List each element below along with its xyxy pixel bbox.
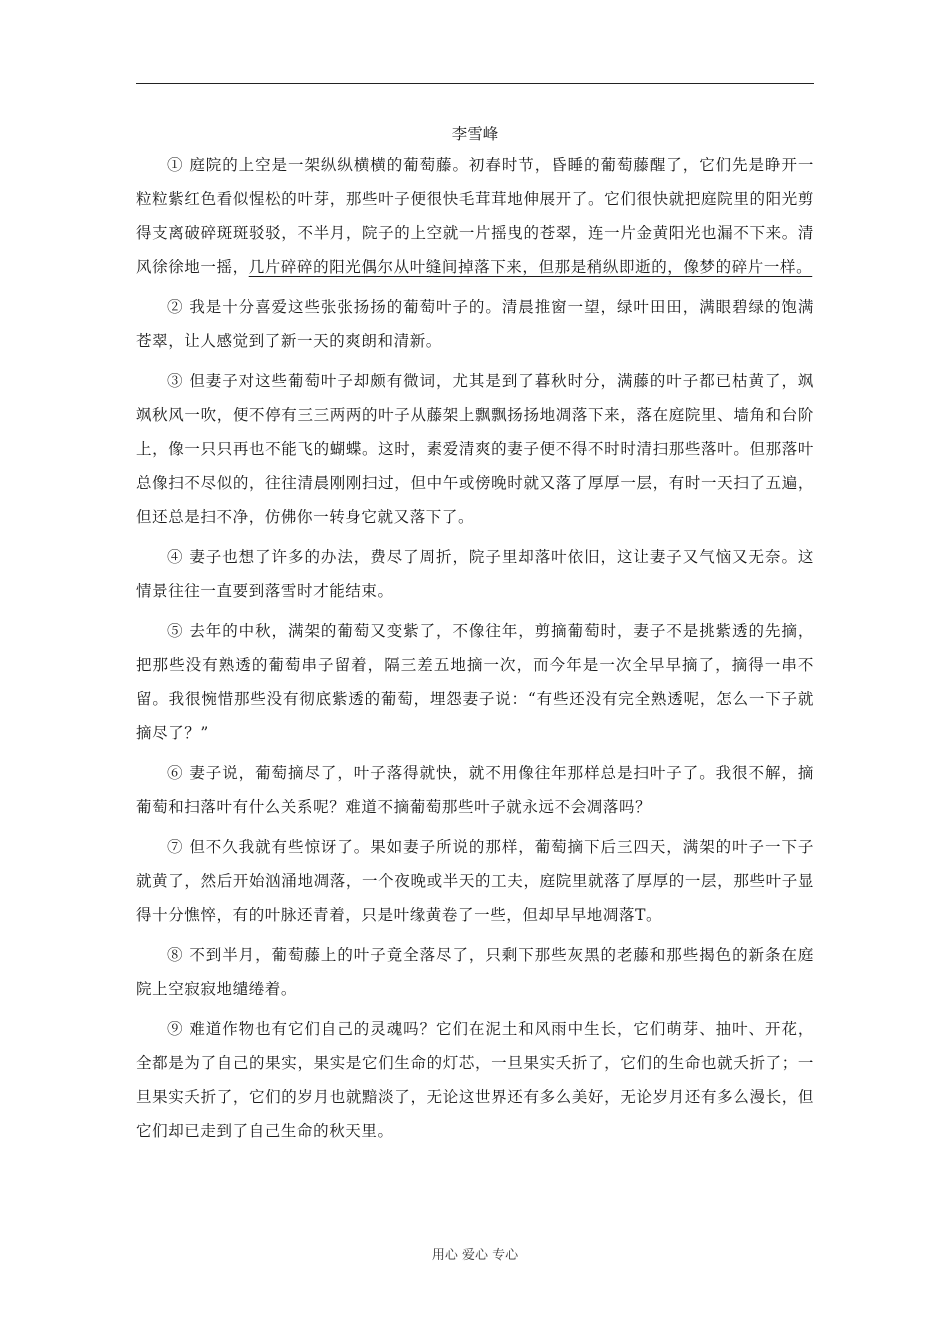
article-body [136,148,814,1154]
paragraph-2: ② 我是十分喜爱这些张张扬扬的葡萄叶子的。清晨推窗一望，绿叶田田，满眼碧绿的饱满苍翠，让人感觉到了新一天的爽朗和清新。 [136,298,814,350]
header-rule [136,83,814,84]
paragraph-8: ⑧ 不到半月，葡萄藤上的叶子竟全落尽了，只剩下那些灰黑的老藤和那些揭色的新条在庭院上空寂寂地缱绻着。 [136,946,814,998]
paragraph-1-text: ① 庭院的上空是一架纵纵横横的葡萄藤。初春时节，昏睡的葡萄藤醒了，它们先是睁开一粒粒紫红色看似惺松的叶芽，那些叶子便很快毛茸茸地伸展开了。它们很快就把庭院里的阳光剪得支离破碎斑斑驳驳，不半月，院子的上空就一片摇曳的苍翠，连一片金黄阳光也漏不下来。清风徐徐地一摇， [136,156,814,276]
paragraph-5: ⑤ 去年的中秋，满架的葡萄又变紫了，不像往年，剪摘葡萄时，妻子不是挑紫透的先摘，把那些没有熟透的葡萄串子留着，隔三差五地摘一次，而今年是一次全早早摘了，摘得一串不留。我很惋惜那些没有彻底紫透的葡萄，埋怨妻子说：“有些还没有完全熟透呢，怎么一下子就摘尽了？” [136,622,814,742]
paragraph-1 [136,148,814,284]
underlined-sentence: 几片碎碎的阳光偶尔从叶缝间掉落下来，但那是稍纵即逝的，像梦的碎片一样。 [248,258,813,276]
paragraph-7: ⑦ 但不久我就有些惊讶了。果如妻子所说的那样，葡萄摘下后三四天，满架的叶子一下子就黄了，然后开始汹涌地凋落，一个夜晚或半天的工夫，庭院里就落了厚厚的一层，那些叶子显得十分憔悴，有的叶脉还青着，只是叶缘黄卷了一些，但却早早地凋落T。 [136,838,814,924]
page-footer: 用心 爱心 专心 [431,1248,519,1263]
author-name: 李雪峰 [451,125,499,143]
paragraph-3: ③ 但妻子对这些葡萄叶子却颇有微词，尤其是到了暮秋时分，满藤的叶子都已枯黄了，飒飒秋风一吹，便不停有三三两两的叶子从藤架上飘飘扬扬地凋落下来，落在庭院里、墙角和台阶上，像一只只再也不能飞的蝴蝶。这时，素爱清爽的妻子便不得不时时清扫那些落叶。但那落叶总像扫不尽似的，往往清晨刚刚扫过，但中午或傍晚时就又落了厚厚一层，有时一天扫了五遍，但还总是扫不净，仿佛你一转身它就又落下了。 [136,372,814,526]
paragraph-9: ⑨ 难道作物也有它们自己的灵魂吗？它们在泥土和风雨中生长，它们萌芽、抽叶、开花，全都是为了自己的果实，果实是它们生命的灯芯，一旦果实夭折了，它们的生命也就夭折了；一旦果实夭折了，它们的岁月也就黯淡了，无论这世界还有多么美好，无论岁月还有多么漫长，但它们却已走到了自己生命的秋天里。 [136,1020,814,1140]
paragraph-4: ④ 妻子也想了许多的办法，费尽了周折，院子里却落叶依旧，这让妻子又气恼又无奈。这情景往往一直要到落雪时才能结束。 [136,548,814,600]
paragraph-6: ⑥ 妻子说，葡萄摘尽了，叶子落得就快，就不用像往年那样总是扫叶子了。我很不解，摘葡萄和扫落叶有什么关系呢？难道不摘葡萄那些叶子就永远不会凋落吗？ [136,764,814,816]
